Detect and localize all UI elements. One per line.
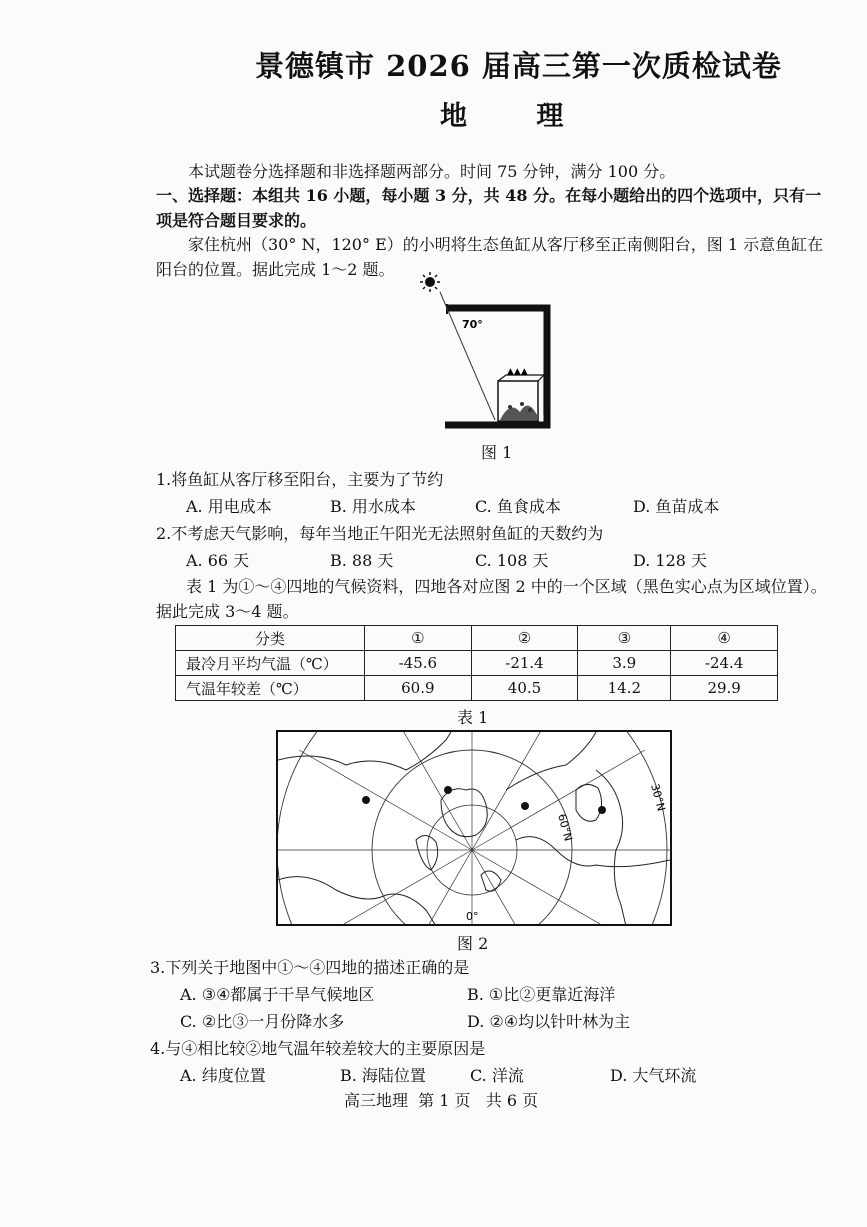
region-dot-1 [362, 796, 370, 804]
passage1-line2: 阳台的位置。据此完成 1～2 题。 [156, 260, 395, 279]
region-dot-2 [444, 786, 452, 794]
figure1-diagram [410, 270, 570, 435]
q3-stem: 3.下列关于地图中①～④四地的描述正确的是 [150, 958, 470, 977]
table-cell: -24.4 [671, 651, 778, 676]
climate-table [175, 625, 778, 701]
table-cell: 14.2 [578, 676, 671, 701]
svg-text:▲▲▲: ▲▲▲ [507, 367, 528, 377]
q4-option-a[interactable]: A. 纬度位置 [180, 1066, 266, 1085]
sun-icon [420, 272, 440, 292]
table-header-cell: ① [365, 626, 472, 651]
balcony-wall [445, 304, 547, 425]
q1-stem: 1.将鱼缸从客厅移至阳台，主要为了节约 [156, 470, 444, 489]
q4-option-b[interactable]: B. 海陆位置 [340, 1066, 426, 1085]
angle-label: 70° [462, 318, 483, 331]
figure2-map [276, 730, 672, 926]
q1-option-a[interactable]: A. 用电成本 [186, 497, 272, 516]
page-footer: 高三地理 第 1 页 共 6 页 [344, 1091, 539, 1110]
lat60-label: 60°N [555, 812, 575, 843]
exam-title: 景德镇市 2026 届高三第一次质检试卷 [255, 49, 782, 83]
table-cell: 3.9 [578, 651, 671, 676]
section1-line1: 一、选择题：本组共 16 小题，每小题 3 分，共 48 分。在每小题给出的四个选项中，只有一 [156, 186, 822, 205]
passage2-line2: 据此完成 3～4 题。 [156, 602, 299, 621]
q2-option-c[interactable]: C. 108 天 [475, 551, 549, 570]
q4-option-d[interactable]: D. 大气环流 [610, 1066, 697, 1085]
table-row [176, 651, 778, 676]
q2-option-a[interactable]: A. 66 天 [186, 551, 250, 570]
lat30-label: 30°N [648, 782, 668, 813]
q1-option-b[interactable]: B. 用水成本 [330, 497, 416, 516]
table-header-row [176, 626, 778, 651]
section1-line2: 项是符合题目要求的。 [156, 211, 317, 230]
figure1-caption: 图 1 [481, 443, 513, 462]
subject-title: 地 理 [440, 101, 594, 132]
q4-option-c[interactable]: C. 洋流 [470, 1066, 524, 1085]
passage2-line1: 表 1 为①～④四地的气候资料，四地各对应图 2 中的一个区域（黑色实心点为区域位置）。 [186, 577, 827, 596]
table-cell: -45.6 [365, 651, 472, 676]
q3-option-d[interactable]: D. ②④均以针叶林为主 [467, 1012, 631, 1031]
intro-text: 本试题卷分选择题和非选择题两部分。时间 75 分钟，满分 100 分。 [188, 162, 676, 181]
region-dot-3 [521, 802, 529, 810]
fish-tank [498, 367, 544, 421]
q2-option-d[interactable]: D. 128 天 [633, 551, 708, 570]
q3-option-a[interactable]: A. ③④都属于干旱气候地区 [180, 985, 375, 1004]
q1-option-d[interactable]: D. 鱼苗成本 [633, 497, 720, 516]
table-row [176, 676, 778, 701]
table1-caption: 表 1 [457, 708, 489, 727]
table-cell: 29.9 [671, 676, 778, 701]
q3-option-c[interactable]: C. ②比③一月份降水多 [180, 1012, 345, 1031]
table-cell: 60.9 [365, 676, 472, 701]
table-cell: 最冷月平均气温（℃） [176, 651, 365, 676]
table-header-cell: ④ [671, 626, 778, 651]
table-header-cell: 分类 [176, 626, 365, 651]
figure2-caption: 图 2 [457, 934, 489, 953]
q2-option-b[interactable]: B. 88 天 [330, 551, 394, 570]
lon0-label: 0° [466, 910, 479, 923]
region-dot-4 [598, 806, 606, 814]
table-cell: 气温年较差（℃） [176, 676, 365, 701]
table-header-cell: ② [471, 626, 578, 651]
table-cell: -21.4 [471, 651, 578, 676]
q3-option-b[interactable]: B. ①比②更靠近海洋 [467, 985, 616, 1004]
table-header-cell: ③ [578, 626, 671, 651]
q4-stem: 4.与④相比较②地气温年较差较大的主要原因是 [150, 1039, 486, 1058]
passage1-line1: 家住杭州（30° N，120° E）的小明将生态鱼缸从客厅移至正南侧阳台，图 1 示意鱼缸在 [188, 235, 824, 254]
q2-stem: 2.不考虑天气影响，每年当地正午阳光无法照射鱼缸的天数约为 [156, 524, 604, 543]
q1-option-c[interactable]: C. 鱼食成本 [475, 497, 561, 516]
table-cell: 40.5 [471, 676, 578, 701]
